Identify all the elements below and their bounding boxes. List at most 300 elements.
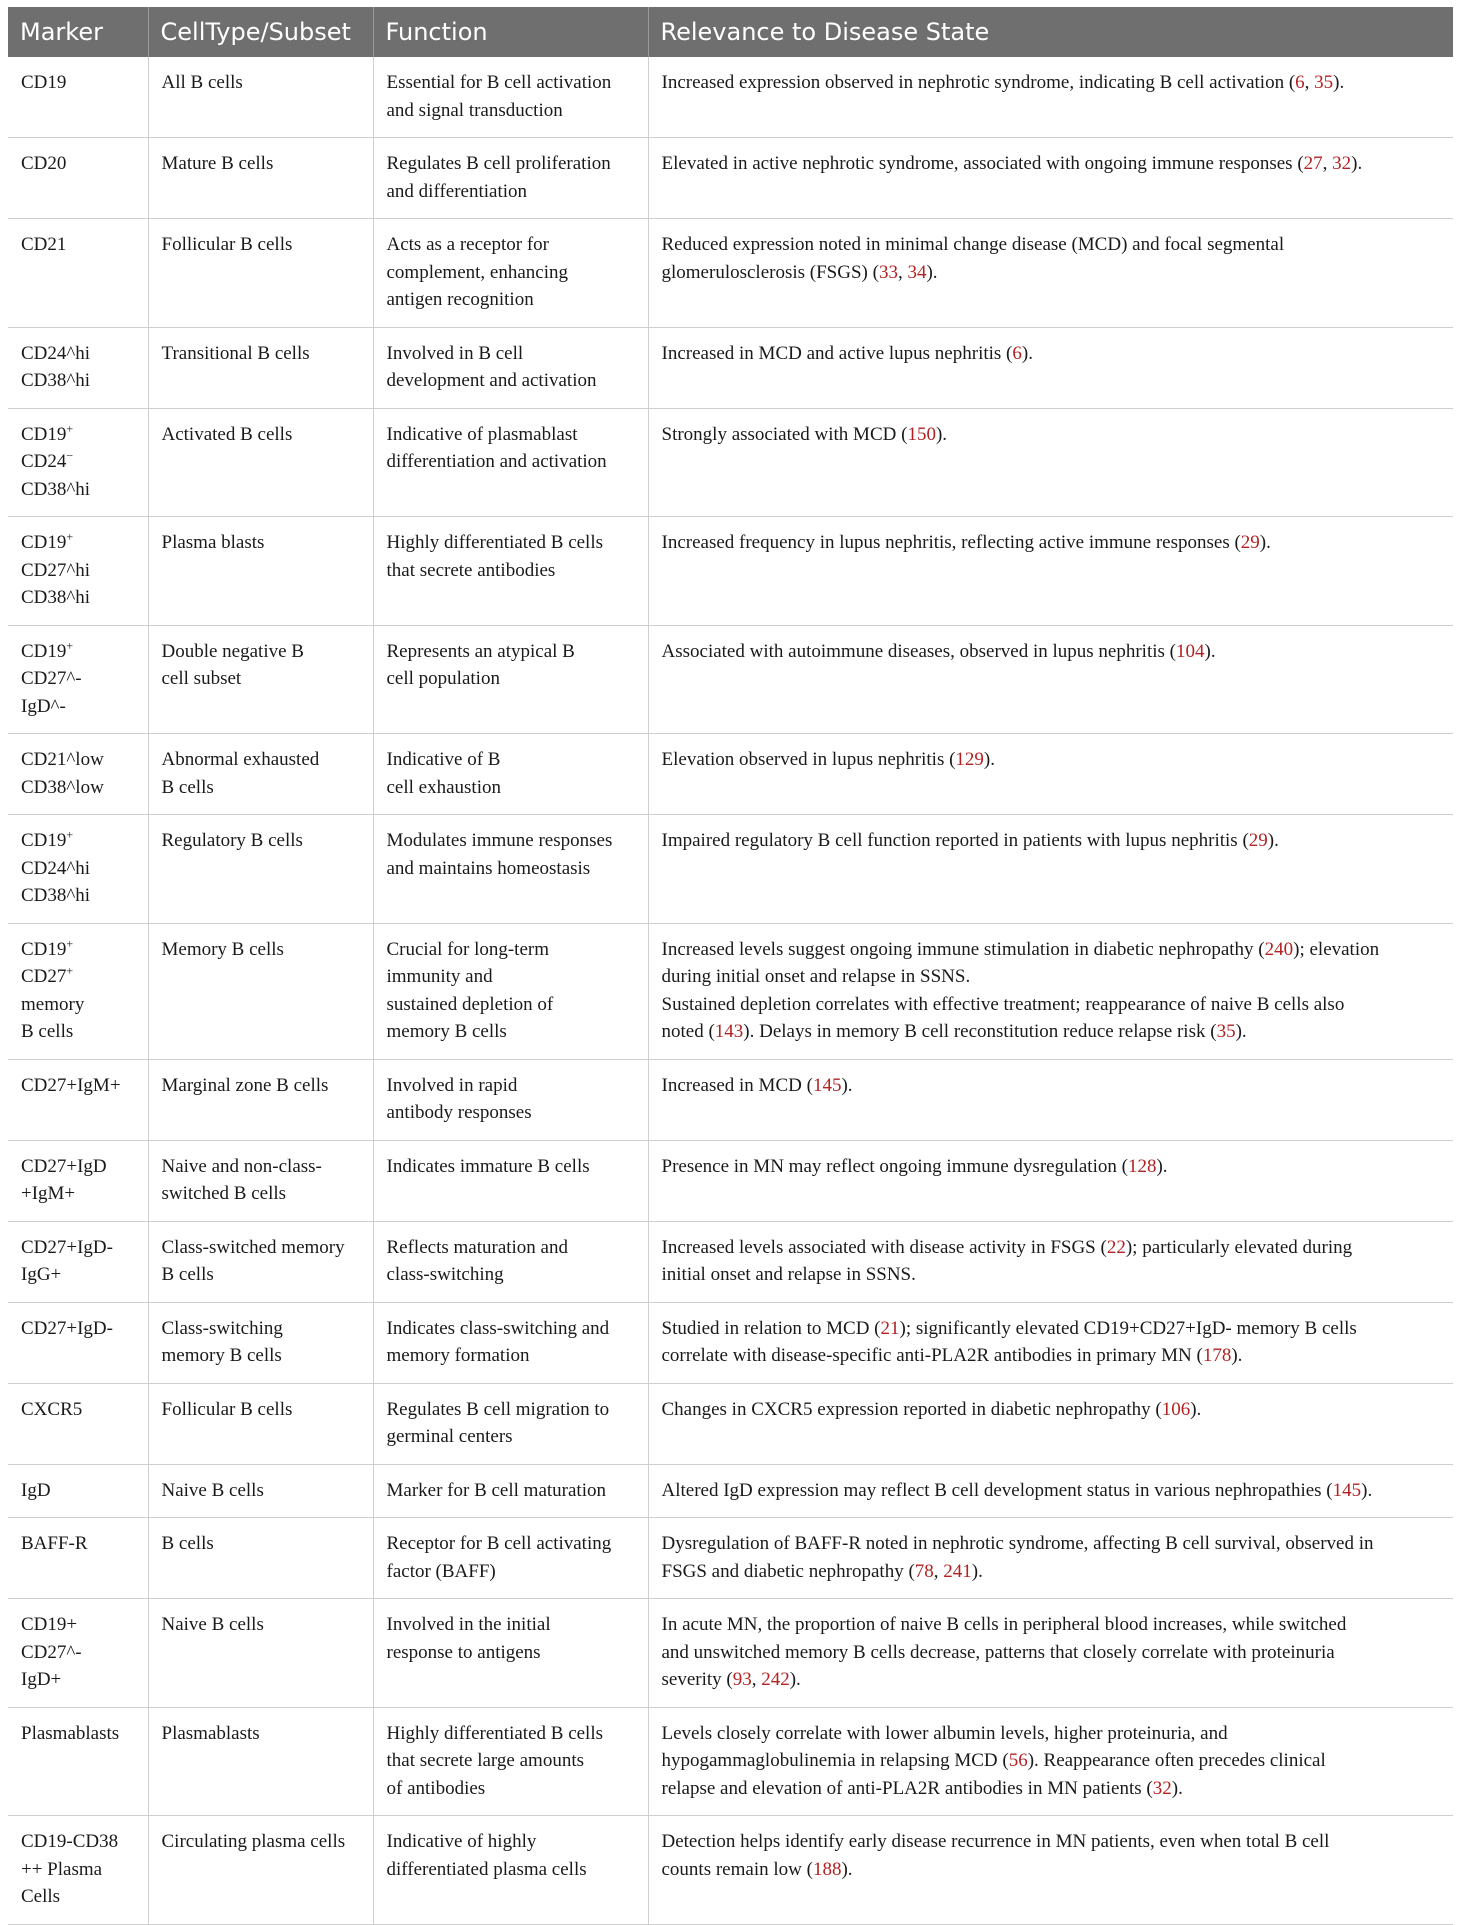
function-line: Crucial for long-term bbox=[386, 938, 550, 960]
table-row bbox=[8, 923, 1453, 1059]
celltype-line: Plasmablasts bbox=[161, 1722, 260, 1744]
table-row bbox=[8, 1599, 1453, 1708]
table-header bbox=[8, 7, 1453, 57]
cell-relevance bbox=[648, 138, 1453, 219]
table-row bbox=[8, 815, 1453, 924]
relevance-text: Increased expression observed in nephrotic syndrome, indicating B cell activation ( bbox=[661, 72, 1296, 93]
marker-text: CD27+IgD- bbox=[21, 1317, 113, 1339]
cell-celltype bbox=[148, 734, 373, 815]
cell-function bbox=[373, 138, 648, 219]
cell-function bbox=[373, 1518, 648, 1599]
cell-marker bbox=[8, 923, 148, 1059]
marker-superscript: + bbox=[66, 963, 74, 978]
relevance-text: ). bbox=[1171, 1777, 1183, 1799]
relevance-line bbox=[662, 1639, 1442, 1667]
relevance-text: noted ( bbox=[661, 1021, 715, 1042]
marker-text: CD19 bbox=[21, 830, 67, 851]
marker-line bbox=[21, 1477, 136, 1505]
relevance-text: during initial onset and relapse in SSNS. bbox=[661, 966, 971, 987]
cell-function bbox=[373, 1464, 648, 1518]
marker-line bbox=[21, 1639, 136, 1667]
marker-text: CD38^low bbox=[21, 776, 104, 798]
function-line: differentiated plasma cells bbox=[386, 1858, 587, 1880]
function-line: of antibodies bbox=[386, 1777, 486, 1799]
table-row bbox=[8, 1059, 1453, 1140]
header-marker: Marker bbox=[8, 7, 148, 57]
relevance-text: , bbox=[897, 261, 908, 283]
relevance-text: relapse and elevation of anti-PLA2R antibodies in MN patients ( bbox=[661, 1777, 1153, 1799]
cell-celltype bbox=[148, 1383, 373, 1464]
cell-marker bbox=[8, 1707, 148, 1816]
reference-link[interactable]: 150 bbox=[907, 423, 936, 445]
reference-link[interactable]: 35 bbox=[1216, 1021, 1236, 1042]
relevance-line bbox=[662, 827, 1442, 855]
relevance-text: Increased levels associated with disease activity in FSGS ( bbox=[661, 1236, 1107, 1258]
relevance-line bbox=[662, 936, 1442, 964]
cell-celltype bbox=[148, 1059, 373, 1140]
relevance-line bbox=[662, 1072, 1442, 1100]
cell-marker bbox=[8, 815, 148, 924]
marker-line bbox=[21, 1234, 136, 1262]
relevance-line bbox=[662, 1153, 1442, 1181]
marker-text: Plasmablasts bbox=[21, 1722, 120, 1744]
cell-relevance bbox=[648, 1059, 1453, 1140]
reference-link[interactable]: 22 bbox=[1106, 1236, 1126, 1258]
reference-link[interactable]: 21 bbox=[880, 1317, 900, 1339]
cell-relevance bbox=[648, 923, 1453, 1059]
function-line: Indicative of B bbox=[386, 749, 501, 770]
marker-text: CD19+ bbox=[21, 1614, 78, 1635]
marker-line bbox=[21, 774, 136, 802]
function-line: Represents an atypical B bbox=[386, 640, 575, 662]
marker-text: memory bbox=[21, 993, 85, 1015]
relevance-line bbox=[662, 1234, 1442, 1262]
relevance-line bbox=[662, 1342, 1442, 1370]
relevance-text: ). bbox=[935, 423, 948, 445]
relevance-text: ). bbox=[841, 1074, 853, 1096]
marker-text: CD20 bbox=[21, 153, 67, 174]
cell-relevance bbox=[648, 1518, 1453, 1599]
relevance-text: severity ( bbox=[661, 1669, 733, 1690]
cell-relevance bbox=[648, 1302, 1453, 1383]
marker-text: IgD^- bbox=[21, 695, 66, 717]
relevance-text: Elevated in active nephrotic syndrome, associated with ongoing immune responses ( bbox=[661, 153, 1304, 174]
marker-text: CXCR5 bbox=[21, 1398, 83, 1420]
function-line: Highly differentiated B cells bbox=[386, 532, 604, 553]
marker-text: +IgM+ bbox=[21, 1183, 76, 1204]
cell-function bbox=[373, 815, 648, 924]
cell-function bbox=[373, 327, 648, 408]
marker-line bbox=[21, 1396, 136, 1424]
relevance-line bbox=[662, 69, 1442, 97]
relevance-line bbox=[662, 991, 1442, 1019]
reference-link[interactable]: 241 bbox=[943, 1560, 972, 1582]
b-cell-marker-table bbox=[8, 7, 1453, 1925]
table-row bbox=[8, 138, 1453, 219]
marker-line bbox=[21, 1153, 136, 1181]
reference-link[interactable]: 32 bbox=[1152, 1777, 1172, 1799]
relevance-text: Altered IgD expression may reflect B cell development status in various nephropathies ( bbox=[661, 1479, 1333, 1501]
relevance-line bbox=[662, 1315, 1442, 1343]
relevance-text: ). bbox=[983, 749, 995, 770]
reference-link[interactable]: 242 bbox=[761, 1669, 790, 1690]
function-line: Involved in rapid bbox=[386, 1074, 518, 1096]
relevance-text: Strongly associated with MCD ( bbox=[661, 423, 908, 445]
relevance-text: , bbox=[1304, 72, 1315, 93]
function-line: Regulates B cell proliferation bbox=[386, 153, 611, 174]
marker-text: CD38^hi bbox=[21, 885, 91, 906]
cell-function bbox=[373, 1221, 648, 1302]
marker-line bbox=[21, 584, 136, 612]
marker-text: CD27+IgD- bbox=[21, 1236, 113, 1258]
reference-link[interactable]: 32 bbox=[1332, 153, 1352, 174]
marker-text: CD21 bbox=[21, 234, 67, 255]
cell-celltype bbox=[148, 625, 373, 734]
cell-relevance bbox=[648, 1599, 1453, 1708]
reference-link[interactable]: 178 bbox=[1202, 1345, 1232, 1366]
function-line: Essential for B cell activation bbox=[386, 72, 612, 93]
reference-link[interactable]: 35 bbox=[1314, 72, 1334, 93]
relevance-line bbox=[662, 1611, 1442, 1639]
reference-link[interactable]: 78 bbox=[914, 1560, 934, 1582]
marker-superscript: + bbox=[66, 638, 74, 653]
marker-line bbox=[21, 231, 136, 259]
function-line: immunity and bbox=[386, 966, 493, 987]
relevance-line bbox=[662, 638, 1442, 666]
marker-line bbox=[21, 1856, 136, 1884]
marker-line bbox=[21, 936, 136, 964]
cell-celltype bbox=[148, 138, 373, 219]
marker-text: CD24 bbox=[21, 451, 67, 472]
reference-link[interactable]: 6 bbox=[1295, 72, 1305, 93]
celltype-line: Class-switched memory bbox=[161, 1236, 345, 1258]
marker-superscript: + bbox=[66, 827, 74, 842]
marker-text: CD38^hi bbox=[21, 587, 91, 608]
celltype-line: Memory B cells bbox=[161, 938, 284, 960]
reference-link[interactable]: 93 bbox=[732, 1669, 752, 1690]
marker-superscript: + bbox=[66, 529, 74, 544]
reference-link[interactable]: 6 bbox=[1012, 342, 1022, 364]
marker-text: CD27+IgM+ bbox=[21, 1074, 121, 1096]
celltype-line: cell subset bbox=[161, 668, 242, 689]
marker-text: CD19 bbox=[21, 72, 67, 93]
reference-link[interactable]: 27 bbox=[1303, 153, 1323, 174]
cell-function bbox=[373, 1599, 648, 1708]
relevance-text: Presence in MN may reflect ongoing immune dysregulation ( bbox=[661, 1155, 1128, 1177]
cell-marker bbox=[8, 1302, 148, 1383]
table-container bbox=[8, 7, 1453, 1925]
cell-celltype bbox=[148, 57, 373, 138]
reference-link[interactable]: 106 bbox=[1161, 1398, 1191, 1420]
relevance-text: counts remain low ( bbox=[661, 1858, 813, 1880]
celltype-line: Class-switching bbox=[161, 1317, 283, 1339]
marker-text: CD19 bbox=[21, 938, 67, 960]
relevance-text: FSGS and diabetic nephropathy ( bbox=[661, 1560, 915, 1582]
marker-line bbox=[21, 340, 136, 368]
marker-text: CD24^hi bbox=[21, 857, 91, 879]
function-line: and differentiation bbox=[386, 180, 528, 202]
celltype-line: B cells bbox=[161, 776, 214, 798]
function-line: Receptor for B cell activating bbox=[386, 1533, 612, 1554]
relevance-text: ). bbox=[1351, 153, 1363, 174]
function-line: development and activation bbox=[386, 370, 597, 391]
relevance-line bbox=[662, 259, 1442, 287]
reference-link[interactable]: 145 bbox=[1332, 1479, 1362, 1501]
cell-function bbox=[373, 1707, 648, 1816]
relevance-line bbox=[662, 421, 1442, 449]
relevance-text: ). bbox=[789, 1669, 801, 1690]
relevance-text: ). bbox=[1333, 72, 1345, 93]
cell-function bbox=[373, 734, 648, 815]
celltype-line: Follicular B cells bbox=[161, 234, 293, 255]
marker-text: Cells bbox=[21, 1886, 61, 1907]
relevance-text: ); significantly elevated CD19+CD27+IgD- memory B cells bbox=[899, 1317, 1357, 1339]
relevance-text: Impaired regulatory B cell function reported in patients with lupus nephritis ( bbox=[661, 830, 1249, 851]
function-line: Indicates class-switching and bbox=[386, 1317, 610, 1339]
marker-line bbox=[21, 150, 136, 178]
reference-link[interactable]: 29 bbox=[1240, 532, 1260, 553]
relevance-text: ). bbox=[1259, 532, 1271, 553]
marker-text: CD19 bbox=[21, 532, 67, 553]
cell-relevance bbox=[648, 1383, 1453, 1464]
function-line: that secrete antibodies bbox=[386, 559, 556, 581]
table-body bbox=[8, 57, 1453, 1924]
table-row bbox=[8, 1383, 1453, 1464]
marker-line bbox=[21, 855, 136, 883]
marker-line bbox=[21, 746, 136, 774]
reference-link[interactable]: 104 bbox=[1176, 640, 1205, 662]
reference-link[interactable]: 145 bbox=[812, 1074, 842, 1096]
cell-marker bbox=[8, 1464, 148, 1518]
cell-relevance bbox=[648, 57, 1453, 138]
marker-line bbox=[21, 665, 136, 693]
celltype-line: B cells bbox=[161, 1264, 214, 1285]
function-line: cell exhaustion bbox=[386, 776, 501, 798]
cell-relevance bbox=[648, 1707, 1453, 1816]
marker-text: CD38^hi bbox=[21, 370, 91, 391]
marker-line bbox=[21, 1180, 136, 1208]
relevance-line bbox=[662, 1856, 1442, 1884]
relevance-text: Changes in CXCR5 expression reported in diabetic nephropathy ( bbox=[661, 1398, 1162, 1420]
relevance-text: Increased in MCD ( bbox=[661, 1074, 813, 1096]
marker-line bbox=[21, 1018, 136, 1046]
function-line: Modulates immune responses bbox=[386, 830, 613, 851]
function-line: class-switching bbox=[386, 1264, 504, 1285]
marker-text: CD27^- bbox=[21, 668, 82, 689]
marker-text: CD27 bbox=[21, 966, 67, 987]
table-row bbox=[8, 734, 1453, 815]
relevance-line bbox=[662, 1018, 1442, 1046]
cell-marker bbox=[8, 1140, 148, 1221]
function-line: sustained depletion of bbox=[386, 993, 554, 1015]
cell-celltype bbox=[148, 1707, 373, 1816]
cell-marker bbox=[8, 517, 148, 626]
function-line: Marker for B cell maturation bbox=[386, 1479, 606, 1501]
cell-celltype bbox=[148, 1221, 373, 1302]
relevance-text: ). Delays in memory B cell reconstitution reduce relapse risk ( bbox=[743, 1021, 1217, 1042]
function-line: Indicative of plasmablast bbox=[386, 423, 578, 445]
table-row bbox=[8, 327, 1453, 408]
relevance-line bbox=[662, 1558, 1442, 1586]
reference-link[interactable]: 129 bbox=[955, 749, 984, 770]
cell-function bbox=[373, 1383, 648, 1464]
relevance-text: In acute MN, the proportion of naive B cells in peripheral blood increases, while switched bbox=[661, 1614, 1347, 1635]
celltype-line: Follicular B cells bbox=[161, 1398, 293, 1420]
marker-line bbox=[21, 421, 136, 449]
marker-text: CD19-CD38 bbox=[21, 1831, 119, 1852]
marker-text: CD27^- bbox=[21, 1641, 82, 1663]
function-line: response to antigens bbox=[386, 1641, 541, 1663]
relevance-text: ); particularly elevated during bbox=[1125, 1236, 1353, 1258]
relevance-text: correlate with disease-specific anti-PLA2R antibodies in primary MN ( bbox=[661, 1345, 1203, 1366]
cell-relevance bbox=[648, 734, 1453, 815]
marker-superscript: + bbox=[66, 936, 74, 951]
celltype-line: Abnormal exhausted bbox=[161, 749, 320, 770]
cell-celltype bbox=[148, 1518, 373, 1599]
marker-line bbox=[21, 69, 136, 97]
cell-marker bbox=[8, 1599, 148, 1708]
relevance-text: Reduced expression noted in minimal change disease (MCD) and focal segmental bbox=[661, 234, 1285, 255]
function-line: differentiation and activation bbox=[386, 451, 607, 472]
function-line: Indicates immature B cells bbox=[386, 1155, 590, 1177]
relevance-text: ). bbox=[926, 261, 938, 283]
marker-superscript: − bbox=[66, 448, 74, 463]
marker-text: CD19 bbox=[21, 640, 67, 662]
relevance-line bbox=[662, 1775, 1442, 1803]
table-row bbox=[8, 1707, 1453, 1816]
marker-text: CD27+IgD bbox=[21, 1155, 107, 1177]
relevance-text: ). bbox=[971, 1560, 983, 1582]
celltype-line: Plasma blasts bbox=[161, 532, 265, 553]
reference-link[interactable]: 240 bbox=[1264, 938, 1294, 960]
reference-link[interactable]: 34 bbox=[907, 261, 927, 283]
marker-line bbox=[21, 557, 136, 585]
cell-marker bbox=[8, 1221, 148, 1302]
celltype-line: Transitional B cells bbox=[161, 342, 310, 364]
celltype-line: Naive B cells bbox=[161, 1479, 264, 1501]
cell-marker bbox=[8, 57, 148, 138]
relevance-text: Levels closely correlate with lower albumin levels, higher proteinuria, and bbox=[661, 1722, 1228, 1744]
marker-text: ++ Plasma bbox=[21, 1858, 103, 1880]
header-celltype: CellType/Subset bbox=[148, 7, 373, 57]
table-row bbox=[8, 625, 1453, 734]
table-row bbox=[8, 1518, 1453, 1599]
cell-marker bbox=[8, 1059, 148, 1140]
function-line: Involved in the initial bbox=[386, 1614, 551, 1635]
function-line: Regulates B cell migration to bbox=[386, 1398, 610, 1420]
marker-text: IgD+ bbox=[21, 1669, 62, 1690]
cell-marker bbox=[8, 1383, 148, 1464]
cell-function bbox=[373, 1140, 648, 1221]
relevance-text: Increased frequency in lupus nephritis, reflecting active immune responses ( bbox=[661, 532, 1241, 553]
relevance-text: ). bbox=[1231, 1345, 1243, 1366]
celltype-line: Naive and non-class- bbox=[161, 1155, 322, 1177]
celltype-line: Regulatory B cells bbox=[161, 830, 303, 851]
celltype-line: Activated B cells bbox=[161, 423, 293, 445]
cell-celltype bbox=[148, 1816, 373, 1925]
marker-text: CD38^hi bbox=[21, 478, 91, 500]
marker-line bbox=[21, 1261, 136, 1289]
relevance-text: Sustained depletion correlates with effective treatment; reappearance of naive B cells also bbox=[661, 993, 1345, 1015]
header-function: Function bbox=[373, 7, 648, 57]
marker-superscript: + bbox=[66, 421, 74, 436]
cell-marker bbox=[8, 219, 148, 328]
cell-relevance bbox=[648, 625, 1453, 734]
reference-link[interactable]: 33 bbox=[878, 261, 898, 283]
cell-celltype bbox=[148, 1599, 373, 1708]
cell-marker bbox=[8, 625, 148, 734]
cell-function bbox=[373, 923, 648, 1059]
celltype-line: Marginal zone B cells bbox=[161, 1074, 329, 1096]
relevance-text: Studied in relation to MCD ( bbox=[661, 1317, 881, 1339]
relevance-text: and unswitched memory B cells decrease, patterns that closely correlate with proteinuria bbox=[661, 1641, 1335, 1663]
marker-text: BAFF-R bbox=[21, 1533, 88, 1554]
relevance-line bbox=[662, 963, 1442, 991]
reference-link[interactable]: 143 bbox=[714, 1021, 744, 1042]
table-row bbox=[8, 1221, 1453, 1302]
cell-relevance bbox=[648, 408, 1453, 517]
relevance-line bbox=[662, 150, 1442, 178]
cell-relevance bbox=[648, 517, 1453, 626]
relevance-line bbox=[662, 231, 1442, 259]
function-line: cell population bbox=[386, 668, 500, 689]
reference-link[interactable]: 188 bbox=[812, 1858, 842, 1880]
reference-link[interactable]: 29 bbox=[1248, 830, 1268, 851]
marker-line bbox=[21, 1611, 136, 1639]
relevance-line bbox=[662, 340, 1442, 368]
cell-marker bbox=[8, 1816, 148, 1925]
relevance-line bbox=[662, 1396, 1442, 1424]
cell-function bbox=[373, 408, 648, 517]
relevance-text: Associated with autoimmune diseases, observed in lupus nephritis ( bbox=[661, 640, 1176, 662]
relevance-line bbox=[662, 746, 1442, 774]
marker-text: B cells bbox=[21, 1021, 74, 1042]
header-relevance: Relevance to Disease State bbox=[648, 7, 1453, 57]
function-line: and maintains homeostasis bbox=[386, 857, 591, 879]
cell-celltype bbox=[148, 1302, 373, 1383]
relevance-line bbox=[662, 1477, 1442, 1505]
celltype-line: Mature B cells bbox=[161, 153, 274, 174]
marker-line bbox=[21, 1883, 136, 1911]
marker-line bbox=[21, 693, 136, 721]
function-line: complement, enhancing bbox=[386, 261, 568, 283]
relevance-text: Elevation observed in lupus nephritis ( bbox=[661, 749, 956, 770]
relevance-text: Increased levels suggest ongoing immune stimulation in diabetic nephropathy ( bbox=[661, 938, 1265, 960]
celltype-line: All B cells bbox=[161, 72, 243, 93]
relevance-text: initial onset and relapse in SSNS. bbox=[661, 1264, 916, 1285]
cell-celltype bbox=[148, 923, 373, 1059]
relevance-line bbox=[662, 1828, 1442, 1856]
marker-line bbox=[21, 476, 136, 504]
reference-link[interactable]: 56 bbox=[1008, 1750, 1028, 1771]
cell-relevance bbox=[648, 1464, 1453, 1518]
table-row bbox=[8, 517, 1453, 626]
relevance-text: , bbox=[751, 1669, 762, 1690]
marker-line bbox=[21, 529, 136, 557]
cell-marker bbox=[8, 734, 148, 815]
function-line: and signal transduction bbox=[386, 99, 563, 121]
reference-link[interactable]: 128 bbox=[1127, 1155, 1157, 1177]
relevance-text: ). Reappearance often precedes clinical bbox=[1027, 1750, 1326, 1771]
marker-line bbox=[21, 1530, 136, 1558]
marker-text: CD19 bbox=[21, 423, 67, 445]
relevance-line bbox=[662, 1530, 1442, 1558]
marker-line bbox=[21, 367, 136, 395]
cell-marker bbox=[8, 1518, 148, 1599]
function-line: antigen recognition bbox=[386, 289, 534, 310]
table-row bbox=[8, 1464, 1453, 1518]
marker-text: IgG+ bbox=[21, 1264, 62, 1285]
